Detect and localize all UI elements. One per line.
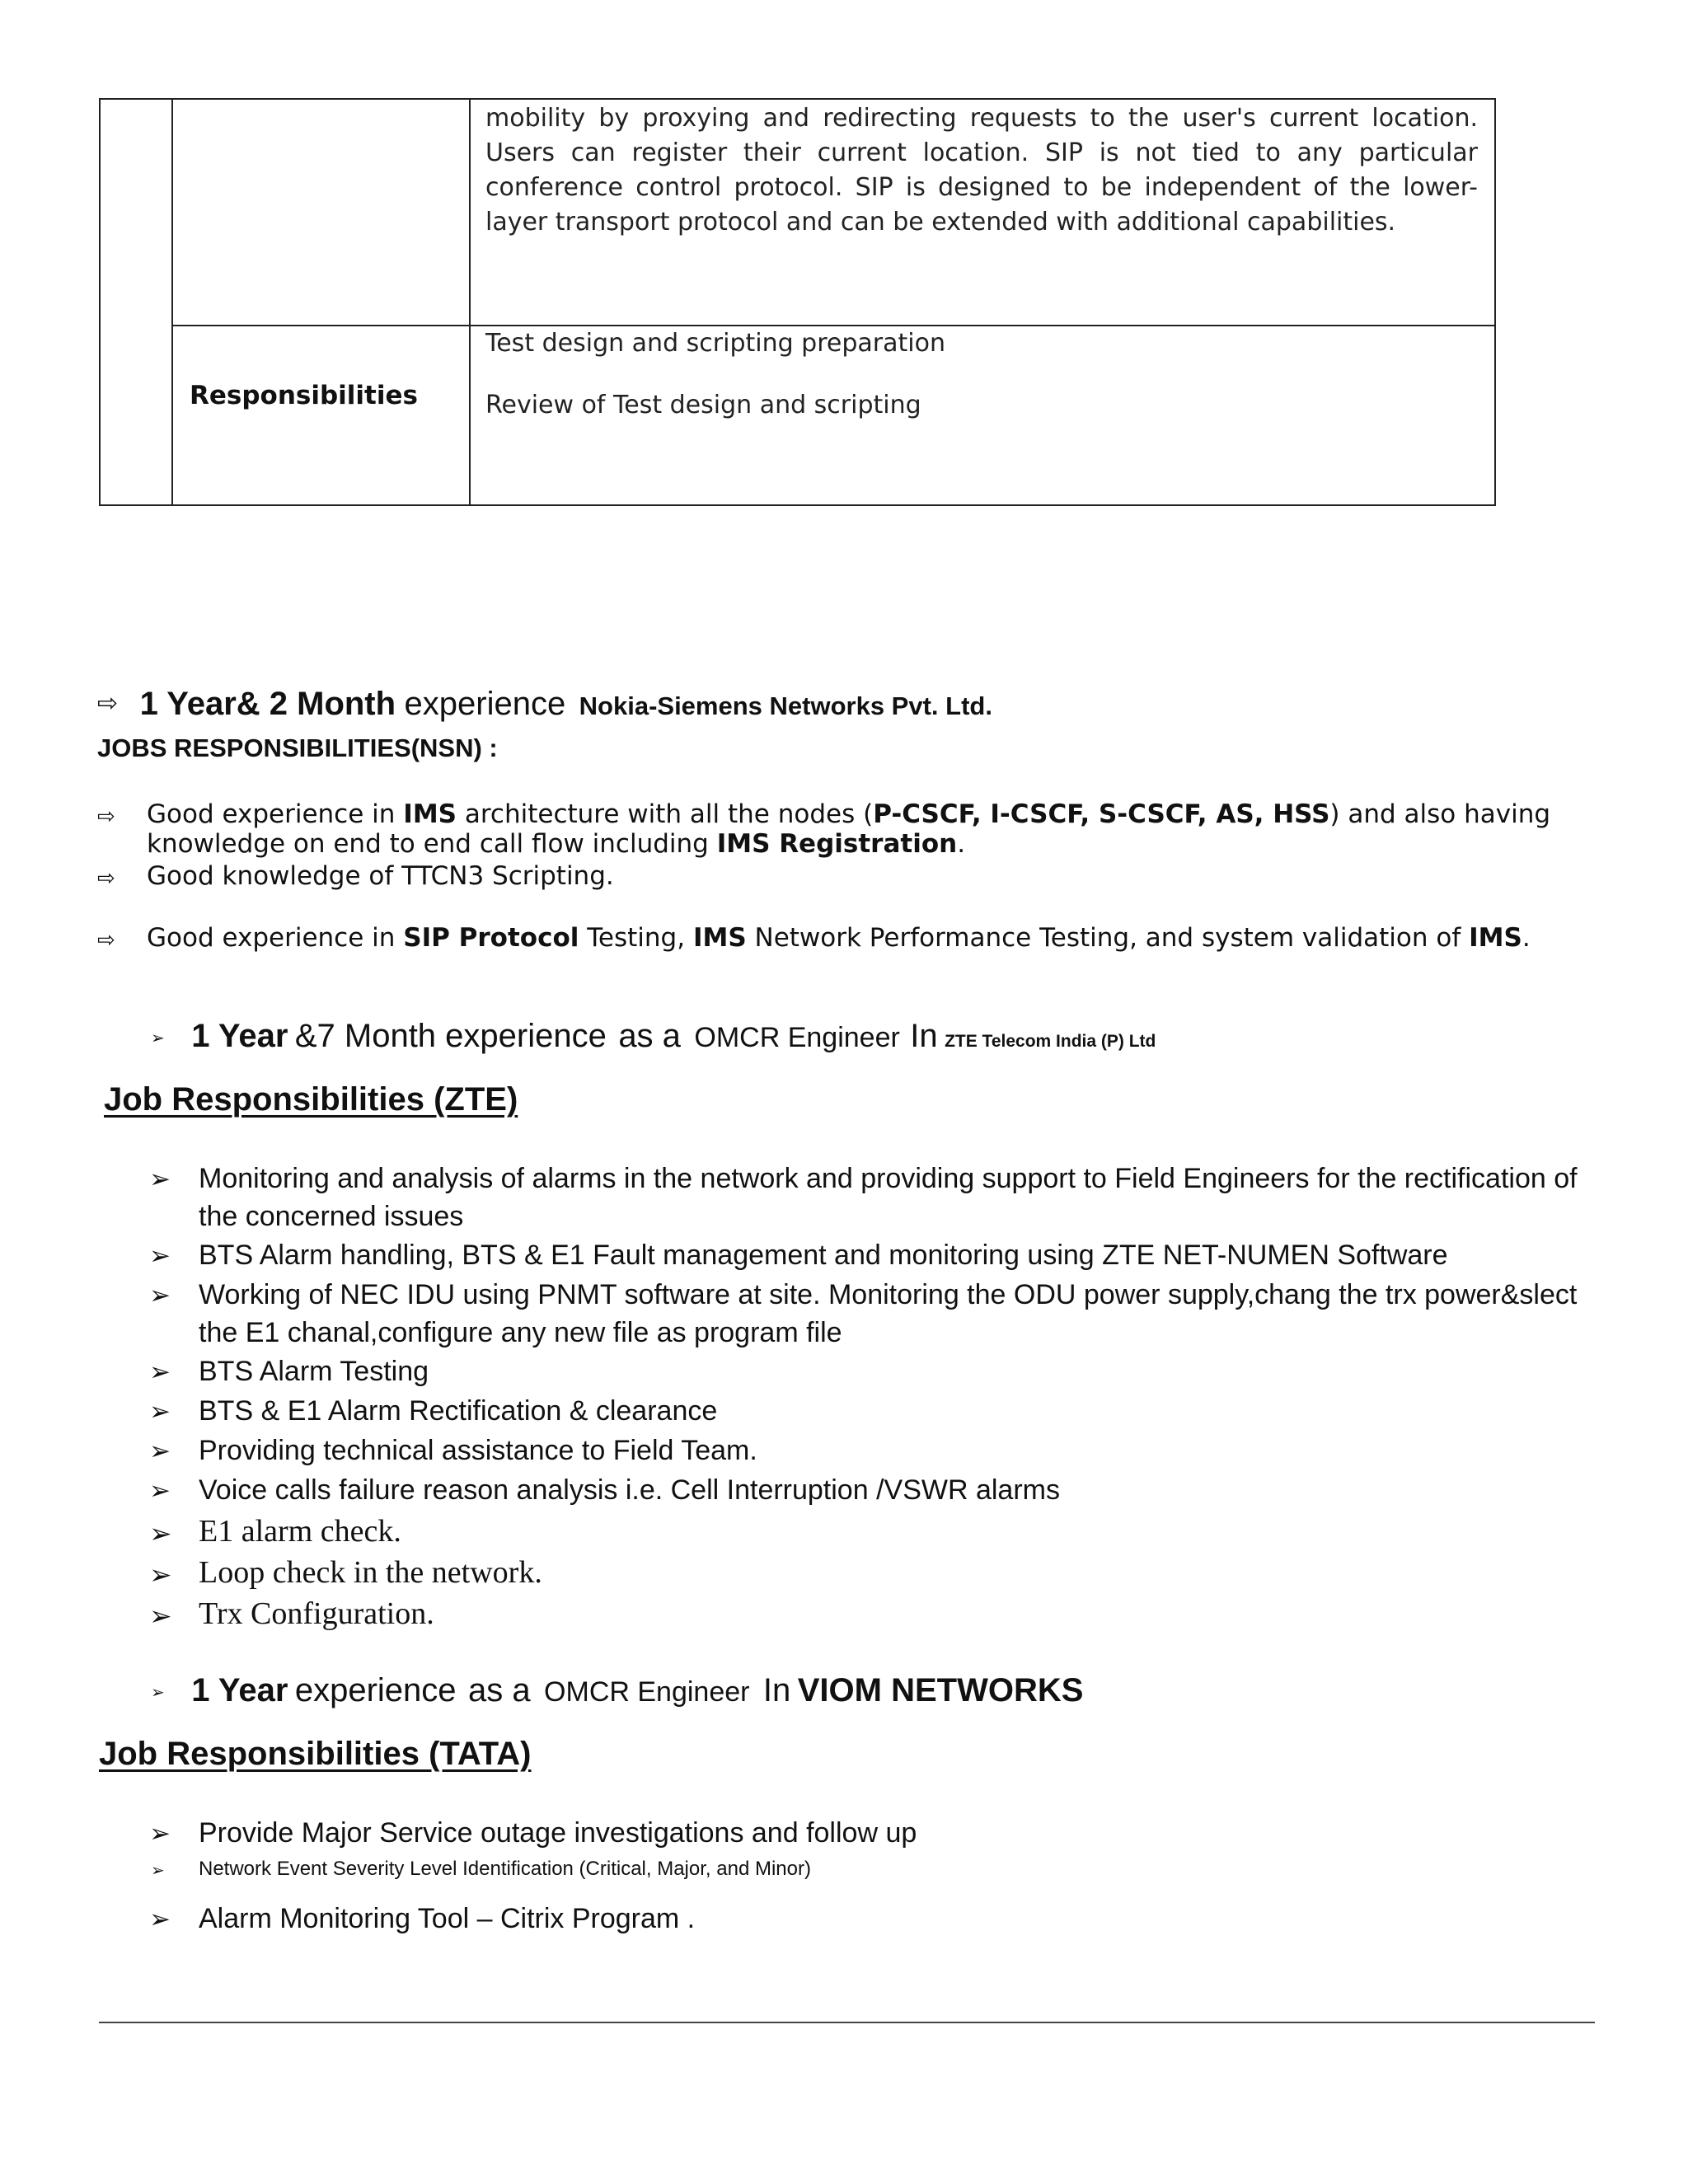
responsibilities-cell bbox=[470, 326, 1495, 505]
text-bold: IMS bbox=[1469, 923, 1522, 953]
zte-item: E1 alarm check. bbox=[199, 1514, 401, 1549]
zte-experience-line bbox=[151, 1018, 1156, 1055]
zte-item: BTS Alarm Testing bbox=[199, 1356, 429, 1387]
arrow-right-icon: ⇨ bbox=[97, 928, 115, 953]
text: . bbox=[1522, 923, 1531, 953]
zte-item: Trx Configuration. bbox=[199, 1596, 434, 1631]
arrow-bullet-icon: ➢ bbox=[149, 1397, 171, 1427]
text: ) and also having bbox=[1329, 799, 1551, 829]
text-bold: SIP Protocol bbox=[403, 923, 579, 953]
zte-duration: 1 Year bbox=[191, 1018, 288, 1054]
nsn-experience-word: experience bbox=[404, 686, 566, 722]
nsn-experience-line bbox=[97, 686, 992, 723]
nsn-bullet-ims bbox=[147, 799, 1550, 859]
viom-experience-line bbox=[151, 1672, 1083, 1709]
nsn-bullet-sip bbox=[147, 923, 1531, 953]
viom-item: Alarm Monitoring Tool – Citrix Program . bbox=[199, 1903, 696, 1934]
arrow-right-icon: ⇨ bbox=[97, 866, 115, 891]
nsn-company: Nokia-Siemens Networks Pvt. Ltd. bbox=[579, 691, 992, 720]
table-blank-cell bbox=[100, 99, 172, 505]
arrow-bullet-icon: ➢ bbox=[151, 1860, 165, 1880]
arrow-bullet-icon: ➢ bbox=[149, 1819, 171, 1849]
arrow-bullet-icon: ➢ bbox=[149, 1517, 172, 1549]
arrow-bullet-icon: ➢ bbox=[149, 1165, 171, 1194]
sip-desc-line: layer transport protocol and can be extended with additional capabilities. bbox=[485, 208, 1396, 237]
zte-company: ZTE Telecom India (P) Ltd bbox=[945, 1032, 1156, 1051]
text-bold: IMS Registration bbox=[716, 829, 958, 859]
zte-heading: Job Responsibilities (ZTE) bbox=[104, 1081, 518, 1118]
sip-desc-line: Users can register their current location. SIP is not tied to any particular bbox=[485, 138, 1478, 167]
sip-table bbox=[99, 98, 1496, 506]
zte-item: Working of NEC IDU using PNMT software at site. Monitoring the ODU power supply,chang the trx power&slect bbox=[199, 1279, 1578, 1310]
zte-item: the E1 chanal,configure any new file as program file bbox=[199, 1317, 842, 1348]
viom-item: Provide Major Service outage investigations and follow up bbox=[199, 1817, 917, 1849]
table-desc-cell bbox=[470, 99, 1495, 326]
text-bold: IMS bbox=[403, 799, 457, 829]
viom-company: VIOM NETWORKS bbox=[797, 1672, 1084, 1708]
text: . bbox=[957, 829, 966, 859]
responsibilities-label: Responsibilities bbox=[190, 380, 418, 410]
text-bold: P-CSCF, I-CSCF, S-CSCF, AS, HSS bbox=[873, 799, 1330, 829]
text: knowledge on end to end call flow including bbox=[147, 829, 717, 859]
sip-desc-line: mobility by proxying and redirecting requests to the user's current location. bbox=[485, 104, 1478, 133]
text: Network Performance Testing, and system validation of bbox=[746, 923, 1470, 953]
zte-item: the concerned issues bbox=[199, 1201, 464, 1232]
arrow-small-icon: ➢ bbox=[151, 1682, 165, 1702]
nsn-duration: 1 Year& 2 Month bbox=[139, 686, 396, 722]
text: Good experience in bbox=[147, 799, 404, 829]
zte-item: Loop check in the network. bbox=[199, 1555, 542, 1590]
text: architecture with all the nodes ( bbox=[457, 799, 874, 829]
table-row bbox=[100, 326, 1495, 505]
zte-role: OMCR Engineer bbox=[694, 1022, 900, 1053]
arrow-bullet-icon: ➢ bbox=[149, 1436, 171, 1466]
viom-role: OMCR Engineer bbox=[544, 1676, 750, 1708]
bottom-divider bbox=[99, 2022, 1595, 2023]
arrow-small-icon: ➢ bbox=[151, 1028, 165, 1047]
viom-experience-word: experience bbox=[294, 1672, 457, 1708]
zte-item: Providing technical assistance to Field Team. bbox=[199, 1435, 757, 1466]
zte-item: Voice calls failure reason analysis i.e. Cell Interruption /VSWR alarms bbox=[199, 1474, 1060, 1506]
sip-desc-line: conference control protocol. SIP is designed to be independent of the lower- bbox=[485, 173, 1478, 202]
arrow-bullet-icon: ➢ bbox=[149, 1905, 171, 1934]
viom-duration: 1 Year bbox=[191, 1672, 288, 1708]
zte-item: BTS Alarm handling, BTS & E1 Fault management and monitoring using ZTE NET-NUMEN Software bbox=[199, 1240, 1448, 1271]
zte-item: Monitoring and analysis of alarms in the network and providing support to Field Engineers for the rectification of bbox=[199, 1163, 1578, 1194]
text-bold: IMS bbox=[692, 923, 747, 953]
arrow-bullet-icon: ➢ bbox=[149, 1476, 171, 1506]
zte-duration-rest: &7 Month experience bbox=[294, 1018, 607, 1054]
arrow-bullet-icon: ➢ bbox=[149, 1281, 171, 1310]
nsn-jobs-heading: JOBS RESPONSIBILITIES(NSN) : bbox=[97, 733, 498, 762]
table-label-cell-empty bbox=[172, 99, 470, 326]
viom-as-a: as a bbox=[467, 1672, 531, 1708]
arrow-right-icon: ⇨ bbox=[97, 689, 119, 718]
zte-in: In bbox=[910, 1018, 938, 1054]
nsn-bullet-ttcn3: Good knowledge of TTCN3 Scripting. bbox=[147, 861, 614, 891]
arrow-bullet-icon: ➢ bbox=[149, 1600, 172, 1632]
text: Good experience in bbox=[147, 923, 404, 953]
responsibility-item: Review of Test design and scripting bbox=[485, 390, 921, 419]
table-row bbox=[100, 99, 1495, 326]
responsibility-item: Test design and scripting preparation bbox=[485, 328, 945, 358]
viom-heading: Job Responsibilities (TATA) bbox=[99, 1736, 532, 1772]
arrow-bullet-icon: ➢ bbox=[149, 1357, 171, 1387]
zte-item: BTS & E1 Alarm Rectification & clearance bbox=[199, 1395, 718, 1427]
text: Testing, bbox=[579, 923, 693, 953]
viom-in: In bbox=[762, 1672, 791, 1708]
zte-as-a: as a bbox=[618, 1018, 681, 1054]
arrow-bullet-icon: ➢ bbox=[149, 1558, 172, 1591]
responsibilities-label-cell bbox=[172, 326, 470, 505]
arrow-right-icon: ⇨ bbox=[97, 804, 115, 829]
arrow-bullet-icon: ➢ bbox=[149, 1241, 171, 1271]
viom-item: Network Event Severity Level Identification (Critical, Major, and Minor) bbox=[199, 1858, 811, 1880]
